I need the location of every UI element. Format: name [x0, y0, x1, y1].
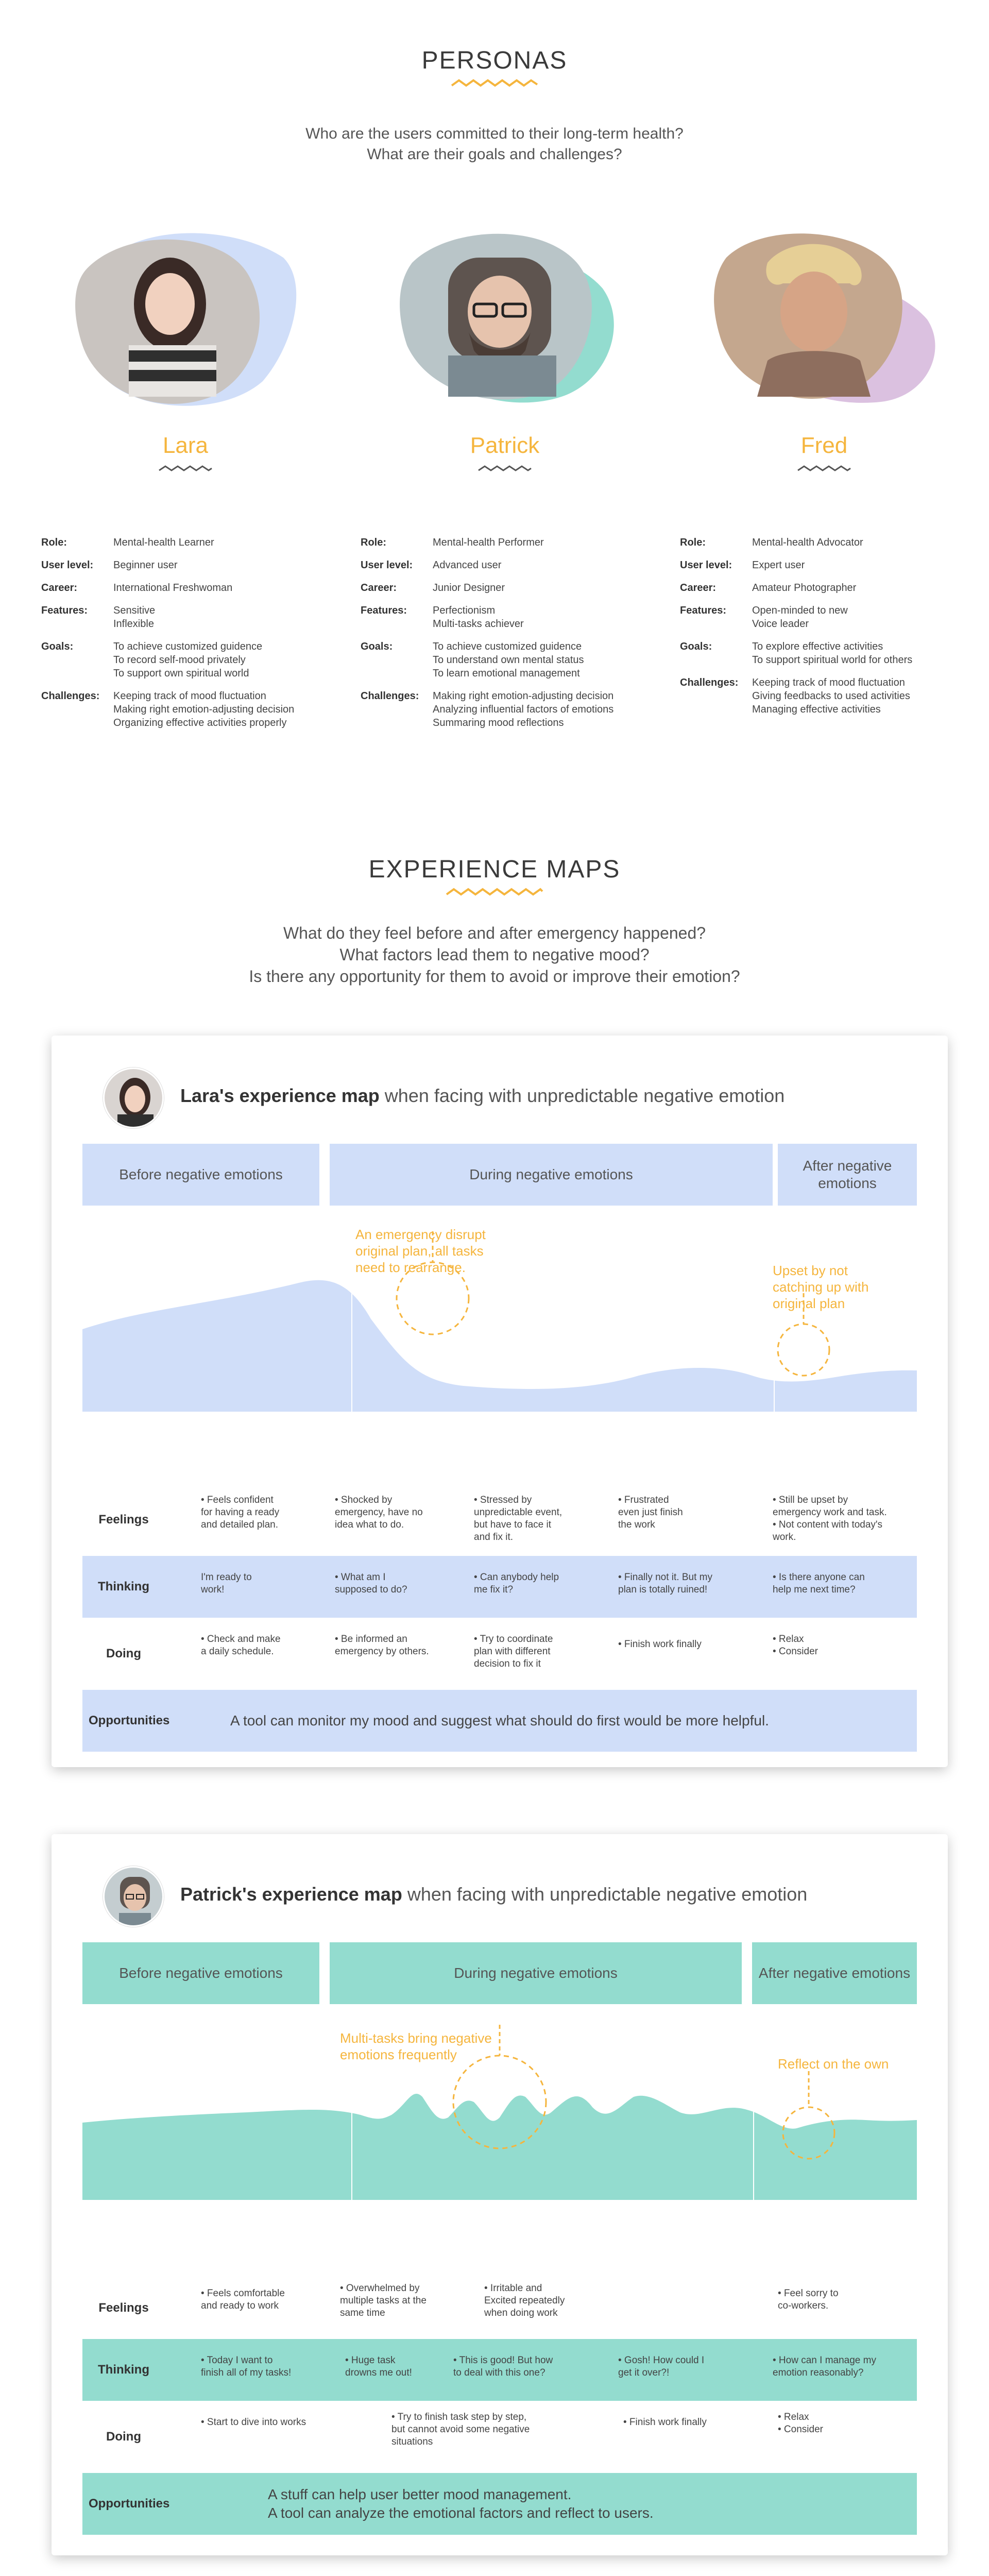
persona-photo-lara [67, 227, 304, 412]
value: Junior Designer [433, 582, 505, 594]
cell: • This is good! But how to deal with this one? [453, 2355, 553, 2378]
cell: • Is there anyone can help me next time? [773, 1572, 865, 1595]
map-title-suffix: when facing with unpredictable negative emotion [384, 1085, 785, 1106]
zigzag-divider [797, 464, 851, 473]
cell: • Overwhelmed by multiple tasks at the same time [340, 2283, 427, 2318]
phase-before: Before negative emotions [82, 1942, 319, 2004]
cell: • Try to coordinate plan with different decision to fix it [474, 1634, 553, 1669]
label: Goals: [680, 641, 712, 652]
map-grid [82, 2277, 917, 2545]
row-label: Feelings [98, 2301, 149, 2315]
value: Expert user [752, 560, 805, 571]
label: Features: [680, 605, 727, 616]
cell: • Irritable and Excited repeatedly when doing work [484, 2283, 565, 2318]
label: Features: [41, 605, 88, 616]
detail-row [41, 558, 330, 572]
map-owner: Lara's experience map [180, 1085, 380, 1106]
label: User level: [41, 560, 94, 571]
detail-row [41, 640, 330, 680]
annotation: Multi-tasks bring negative emotions frequently [340, 2030, 492, 2062]
value: Keeping track of mood fluctuation Giving feedbacks to used activities Managing effective activities [752, 677, 910, 715]
detail-row [41, 581, 330, 595]
cell: • Feel sorry to co-workers. [778, 2288, 839, 2311]
map-title-suffix: when facing with unpredictable negative emotion [407, 1884, 808, 1905]
detail-row [41, 536, 330, 549]
label: User level: [361, 560, 413, 571]
value: Mental-health Performer [433, 537, 544, 548]
zigzag-divider [451, 77, 538, 89]
annotation: Reflect on the own [778, 2056, 889, 2072]
opportunities-row [82, 1690, 917, 1752]
label: User level: [680, 560, 732, 571]
label: Goals: [361, 641, 393, 652]
personas-intro [0, 124, 989, 165]
detail-row [680, 558, 968, 572]
cell: • Be informed an emergency by others. [335, 1634, 429, 1657]
detail-row [680, 604, 968, 631]
cell: • Feels confident for having a ready and detailed plan. [201, 1495, 280, 1530]
persona-name: Lara [162, 433, 209, 458]
experience-map-patrick [52, 1834, 948, 2555]
cell: • Feels comfortable and ready to work [201, 2288, 285, 2311]
opportunity-text: A tool can monitor my mood and suggest what should do first would be more helpful. [230, 1713, 769, 1728]
cell: • Finish work finally [623, 2417, 707, 2428]
annotation: An emergency disrupt original plan, all tasks need to rearrange. [355, 1227, 486, 1275]
opportunity-text: A stuff can help user better mood management. A tool can analyze the emotional factors and reflect to users. [268, 2486, 654, 2521]
intro-line: What factors lead them to negative mood? [339, 945, 650, 964]
label: Challenges: [361, 690, 419, 702]
maps-intro [0, 922, 989, 987]
value: Mental-health Advocator [752, 537, 863, 548]
cell: I'm ready to work! [201, 1572, 252, 1595]
label: Role: [41, 537, 67, 548]
avatar-patrick [103, 1866, 164, 1927]
detail-row [361, 581, 649, 595]
experience-map-lara [52, 1036, 948, 1767]
label: Career: [41, 582, 78, 594]
value: International Freshwoman [113, 582, 233, 594]
doing-row [82, 2406, 917, 2468]
opportunities-row [82, 2473, 917, 2535]
intro-line: Who are the users committed to their long-term health? [305, 125, 684, 142]
value: Perfectionism Multi-tasks achiever [433, 605, 524, 630]
cell: • Can anybody help me fix it? [474, 1572, 559, 1595]
cell: • Check and make a daily schedule. [201, 1634, 281, 1657]
zigzag-divider [478, 464, 532, 473]
detail-row [680, 581, 968, 595]
map-owner: Patrick's experience map [180, 1884, 402, 1905]
label: Role: [680, 537, 706, 548]
intro-line: Is there any opportunity for them to avoid or improve their emotion? [249, 967, 740, 986]
label: Career: [361, 582, 397, 594]
zigzag-divider [158, 464, 213, 473]
detail-row [361, 604, 649, 631]
row-label: Thinking [98, 1580, 149, 1594]
cell: • How can I manage my emotion reasonably? [773, 2355, 876, 2378]
row-label: Opportunities [89, 2497, 170, 2511]
phase-after: After negative emotions [778, 1144, 917, 1206]
detail-row [680, 640, 968, 667]
intro-line: What are their goals and challenges? [367, 146, 622, 163]
persona-name: Fred [800, 433, 848, 458]
cell: • Relax • Consider [778, 2412, 823, 2435]
map-title [180, 1884, 807, 1905]
persona-photo-fred [706, 227, 943, 412]
intro-line: What do they feel before and after emergency happened? [283, 924, 706, 942]
value: Keeping track of mood fluctuation Making right emotion-adjusting decision Organizing effective activities properly [113, 690, 295, 728]
cell: • Start to dive into works [201, 2417, 306, 2428]
value: To explore effective activities To support spiritual world for others [752, 641, 913, 666]
detail-row [680, 676, 968, 716]
persona-name: Patrick [470, 433, 540, 458]
phase-after: After negative emotions [752, 1942, 917, 2004]
map-grid [82, 1489, 917, 1757]
value: To achieve customized guidence To record self-mood privately To support own spiritual world [113, 641, 263, 679]
detail-row [361, 689, 649, 730]
value: Amateur Photographer [752, 582, 857, 594]
avatar-lara [103, 1067, 164, 1128]
cell: • Still be upset by emergency work and task. • Not content with today's work. [773, 1495, 887, 1543]
cell: • Finish work finally [618, 1639, 702, 1650]
label: Challenges: [680, 677, 739, 688]
detail-row [41, 689, 330, 730]
row-label: Doing [106, 1647, 141, 1660]
phase-during: During negative emotions [330, 1942, 742, 2004]
cell: • What am I supposed to do? [335, 1572, 407, 1595]
map-title [180, 1085, 785, 1107]
row-label: Thinking [98, 2363, 149, 2377]
personas-title: PERSONAS [421, 47, 568, 74]
detail-row [361, 558, 649, 572]
detail-row [361, 536, 649, 549]
value: Open-minded to new Voice leader [752, 605, 848, 630]
cell: • Stressed by unpredictable event, but have to face it and fix it. [474, 1495, 562, 1543]
phase-before: Before negative emotions [82, 1144, 319, 1206]
feelings-row [82, 1489, 917, 1551]
persona-card-lara [41, 227, 330, 793]
zigzag-divider [446, 886, 543, 897]
phase-during: During negative emotions [330, 1144, 773, 1206]
cell: • Shocked by emergency, have no idea what to do. [335, 1495, 423, 1530]
value: Making right emotion-adjusting decision Analyzing influential factors of emotions Summaring mood reflections [433, 690, 614, 728]
row-label: Feelings [98, 1513, 149, 1527]
cell: • Try to finish task step by step, but cannot avoid some negative situations [391, 2412, 530, 2447]
row-label: Opportunities [89, 1714, 170, 1727]
value: Beginner user [113, 560, 178, 571]
persona-card-patrick [361, 227, 649, 793]
thinking-row [82, 2339, 917, 2401]
row-label: Doing [106, 2430, 141, 2444]
persona-photo-patrick [391, 227, 628, 412]
cell: • Finally not it. But my plan is totally ruined! [618, 1572, 712, 1595]
detail-row [361, 640, 649, 680]
cell: • Gosh! How could I get it over?! [618, 2355, 705, 2378]
label: Challenges: [41, 690, 100, 702]
value: To achieve customized guidence To understand own mental status To learn emotional management [433, 641, 584, 679]
label: Features: [361, 605, 407, 616]
label: Career: [680, 582, 717, 594]
label: Role: [361, 537, 386, 548]
cell: • Frustrated even just finish the work [618, 1495, 683, 1530]
value: Mental-health Learner [113, 537, 214, 548]
maps-title: EXPERIENCE MAPS [368, 856, 621, 883]
annotation: Upset by not catching up with original plan [773, 1263, 869, 1311]
feelings-row [82, 2277, 917, 2339]
cell: • Relax • Consider [773, 1634, 818, 1657]
cell: • Today I want to finish all of my tasks! [201, 2355, 292, 2378]
persona-card-fred [680, 227, 968, 793]
persona-details [361, 536, 649, 739]
emotion-curve [82, 2004, 917, 2200]
value: Advanced user [433, 560, 502, 571]
persona-details [41, 536, 330, 739]
doing-row [82, 1623, 917, 1685]
persona-details [680, 536, 968, 725]
detail-row [680, 536, 968, 549]
label: Goals: [41, 641, 74, 652]
value: Sensitive Inflexible [113, 605, 156, 630]
cell: • Huge task drowns me out! [345, 2355, 412, 2378]
detail-row [41, 604, 330, 631]
thinking-row [82, 1556, 917, 1618]
